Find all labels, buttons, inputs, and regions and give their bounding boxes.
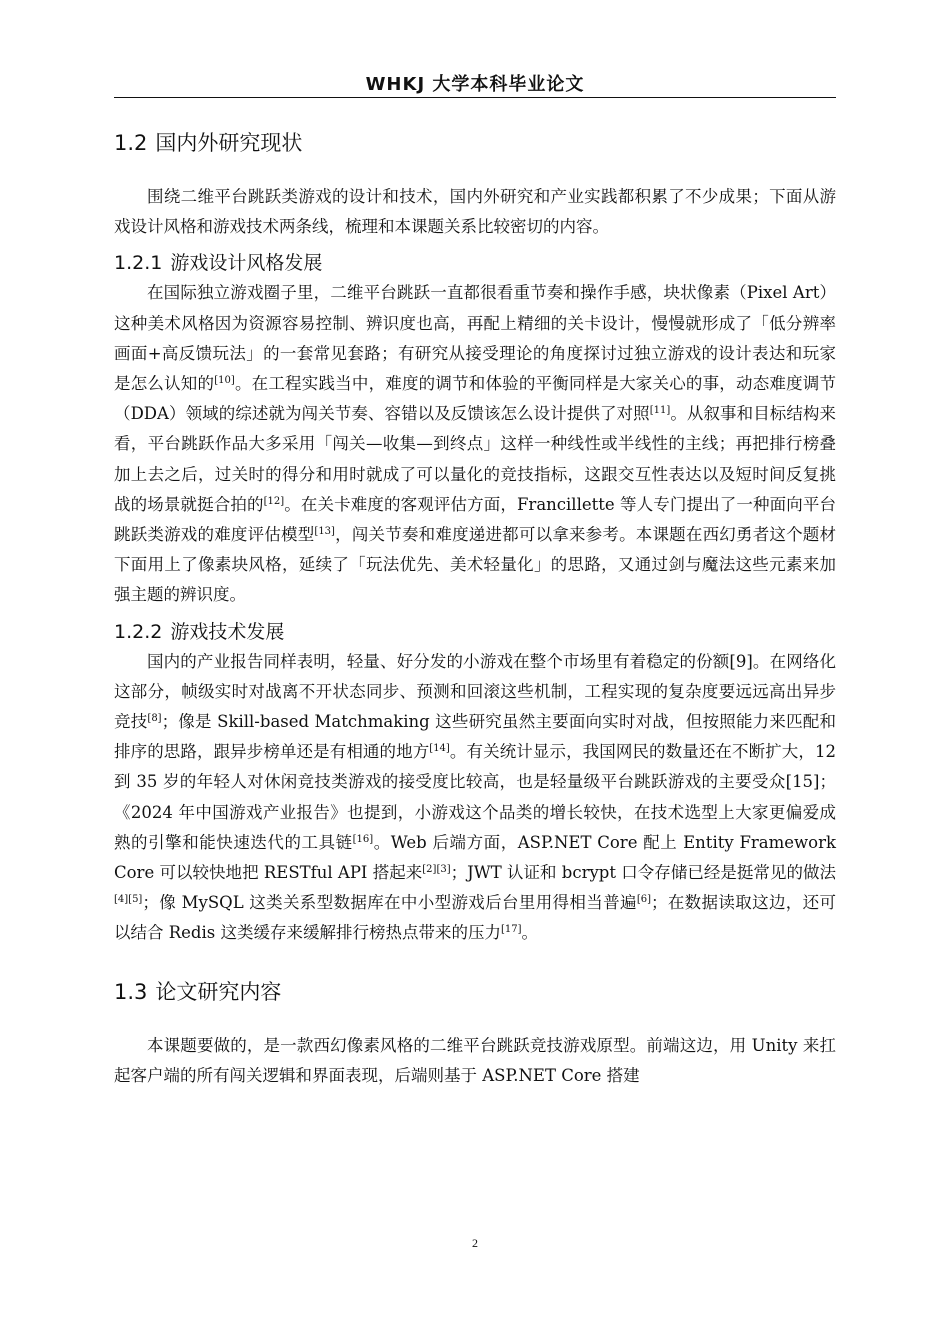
citation: [12]	[263, 495, 285, 507]
paragraph-tech	[114, 647, 836, 949]
paragraph-intro: 围绕二维平台跳跃类游戏的设计和技术，国内外研究和产业实践都积累了不少成果；下面从游戏设计风格和游戏技术两条线，梳理和本课题关系比较密切的内容。	[114, 187, 836, 237]
page-header-title: WHKJ 大学本科毕业论文	[365, 74, 585, 95]
citation: [14]	[429, 743, 450, 755]
citation: [8]	[147, 713, 162, 725]
text-run: 在国际独立游戏圈子里，二维平台跳跃一直都很看重节奏和操作手感，块状像素（Pixel Art）这种美术风格因为资源容易控制、辨识度也高，再配上精细的关卡设计，慢慢就形成了「低分辨率画面+高反馈玩法」的一套常见套路；有研究从接受理论的角度探讨过独立游戏的设计表达和玩家是怎么认知的	[114, 283, 836, 394]
subsection-number: 1.2.1	[114, 252, 163, 275]
text-run: ，闯关节奏和难度递进都可以拿来参考。本课题在西幻勇者这个题材下面用上了像素块风格，延续了「玩法优先、美术轻量化」的思路，又通过剑与魔法这些元素来加强主题的辨识度。	[114, 525, 837, 605]
text-run: 。	[521, 923, 539, 943]
citation: [11]	[649, 405, 671, 417]
text-run: 。在关卡难度的客观评估方面，Francillette 等人专门提出了一种面向平台跳跃类游戏的难度评估模型	[114, 494, 836, 545]
subsection-number: 1.2.2	[114, 620, 163, 643]
subsection-heading-1-2-1	[114, 248, 836, 278]
text-run: 。从叙事和目标结构来看，平台跳跃作品大多采用「闯关—收集—到终点」这样一种线性或半线性的主线；再把排行榜叠加上去之后，过关时的得分和用时就成了可以量化的竞技指标，这跟交互性表达以及短时间反复挑战的场景就挺合拍的	[114, 404, 837, 514]
section-number: 1.3	[114, 979, 148, 1004]
section-title: 国内外研究现状	[155, 131, 303, 155]
header-rule	[114, 97, 836, 98]
citation: [4][5]	[114, 894, 143, 906]
text-run: ；JWT 认证和 bcrypt 口令存储已经是挺常见的做法	[450, 863, 836, 883]
section-number: 1.2	[114, 131, 148, 155]
citation: [16]	[352, 833, 374, 845]
text-run: 。有关统计显示，我国网民的数量还在不断扩大，12 到 35 岁的年轻人对休闲竞技类游戏的接受度比较高，也是轻量级平台跳跃游戏的主要受众[15]；《2024 年中国游戏产业报告》也提到，小游戏这个品类的增长较快，在技术选型上大家更偏爱成熟的引擎和能快速迭代的工具链	[114, 742, 836, 852]
page-number: 2	[472, 1236, 478, 1250]
text-run: ；像是 Skill-based Matchmaking 这些研究虽然主要面向实时对战，但按照能力来匹配和排序的思路，跟异步榜单还是有相通的地方	[114, 712, 836, 762]
paragraph-research-content: 本课题要做的，是一款西幻像素风格的二维平台跳跃竞技游戏原型。前端这边，用 Unity 来扛起客户端的所有闯关逻辑和界面表现，后端则基于 ASP.NET Core 搭建	[114, 1035, 836, 1085]
subsection-heading-1-2-2	[114, 617, 836, 647]
citation: [2][3]	[422, 864, 451, 876]
text-run: ；像 MySQL 这类关系型数据库在中小型游戏后台里用得相当普遍	[142, 893, 637, 913]
citation: [17]	[501, 924, 522, 936]
text-run: 。Web 后端方面，ASP.NET Core 配上 Entity Framework Core 可以较快地把 RESTful API 搭起来	[114, 832, 836, 883]
subsection-title: 游戏设计风格发展	[170, 252, 323, 275]
paragraph-design-style	[114, 278, 836, 610]
page-content	[114, 126, 836, 1091]
citation: [6]	[636, 894, 651, 906]
section-title: 论文研究内容	[155, 979, 282, 1004]
text-run: ；在数据读取这边，还可以结合 Redis 这类缓存来缓解排行榜热点带来的压力	[114, 893, 836, 943]
section-heading-1-2	[114, 126, 836, 160]
section-heading-1-3	[114, 975, 836, 1009]
citation: [13]	[314, 526, 335, 538]
text-run: 国内的产业报告同样表明，轻量、好分发的小游戏在整个市场里有着稳定的份额[9]。在网络化这部分，帧级实时对战离不开状态同步、预测和回滚这些机制，工程实现的复杂度要远远高出异步竞技	[114, 651, 836, 732]
citation: [10]	[214, 375, 235, 387]
text-run: 。在工程实践当中，难度的调节和体验的平衡同样是大家关心的事，动态难度调节（DDA）领域的综述就为闯关节奏、容错以及反馈该怎么设计提供了对照	[114, 374, 837, 424]
subsection-title: 游戏技术发展	[170, 620, 285, 643]
